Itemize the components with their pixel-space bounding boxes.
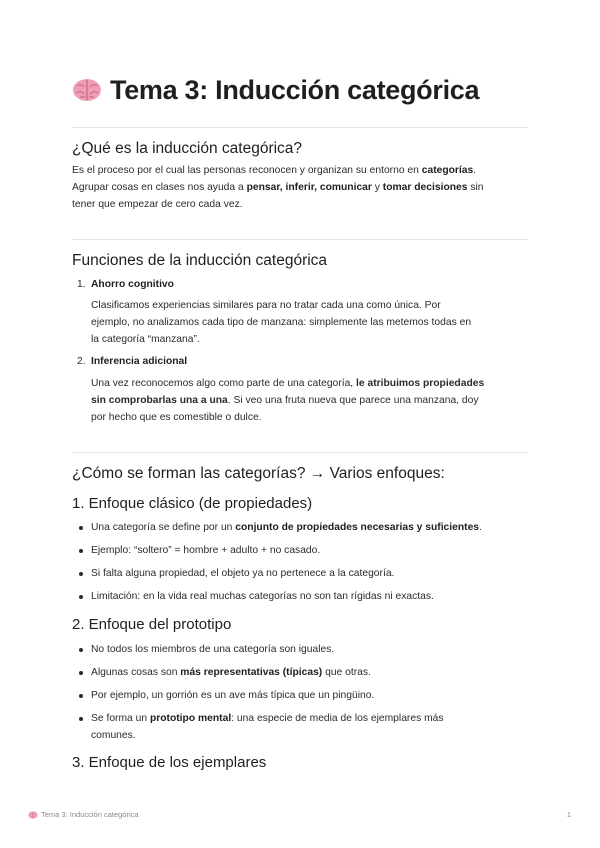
list-item-body: Una vez reconocemos algo como parte de una categoría, le atribuimos propiedades sin comprobarlas una a una. Si veo una fruta nueva que parece una manzana, doy por hecho que es comestible o dulce. <box>91 378 485 423</box>
page-title <box>72 72 528 108</box>
list-item: Por ejemplo, un gorrión es un ave más típica que un pingüino. <box>91 690 375 701</box>
brain-icon <box>72 78 102 102</box>
subsection-heading-clasico: 1. Enfoque clásico (de propiedades) <box>72 495 313 512</box>
paragraph: Es el proceso por el cual las personas reconocen y organizan su entorno en categorías. <box>72 165 477 176</box>
list-item: Limitación: en la vida real muchas categorías no son tan rígidas ni exactas. <box>91 591 434 602</box>
bullet <box>79 595 83 599</box>
bullet <box>79 648 83 652</box>
paragraph: Agrupar cosas en clases nos ayuda a pensar, inferir, comunicar y tomar decisiones sin <box>72 182 484 193</box>
subsection-heading-prototipo: 2. Enfoque del prototipo <box>72 616 232 633</box>
brain-icon <box>28 811 38 819</box>
section-heading-que-es: ¿Qué es la inducción categórica? <box>72 140 303 157</box>
section-heading-funciones: Funciones de la inducción categórica <box>72 252 328 269</box>
list-item: Algunas cosas son más representativas (típicas) que otras. <box>91 667 371 678</box>
list-item-title: Ahorro cognitivo <box>91 279 174 290</box>
bullet <box>79 526 83 530</box>
list-item: Se forma un prototipo mental: una especie de media de los ejemplares más comunes. <box>91 713 444 741</box>
bullet <box>79 694 83 698</box>
list-item: Una categoría se define por un conjunto de propiedades necesarias y suficientes. <box>91 522 482 533</box>
list-item-title: Inferencia adicional <box>91 356 188 367</box>
bullet <box>79 549 83 553</box>
list-item: Si falta alguna propiedad, el objeto ya no pertenece a la categoría. <box>91 568 395 579</box>
divider <box>72 452 528 453</box>
list-item: No todos los miembros de una categoría son iguales. <box>91 644 335 655</box>
divider <box>72 127 528 128</box>
list-number: 2. <box>77 356 86 367</box>
footer-title: Tema 3: Inducción categórica <box>41 810 139 819</box>
divider <box>72 239 528 240</box>
list-number: 1. <box>77 279 86 290</box>
bullet <box>79 572 83 576</box>
bullet <box>79 671 83 675</box>
page-footer <box>28 810 139 819</box>
list-item: Ejemplo: “soltero” = hombre + adulto + no casado. <box>91 545 321 556</box>
page-number: 1 <box>566 810 571 819</box>
section-heading-como-se-forman: ¿Cómo se forman las categorías? → Varios enfoques: <box>72 465 445 482</box>
subsection-heading-ejemplares: 3. Enfoque de los ejemplares <box>72 754 267 771</box>
paragraph: tener que empezar de cero cada vez. <box>72 199 243 210</box>
list-item-body: Clasificamos experiencias similares para no tratar cada una como única. Por ejemplo, no analizamos cada tipo de manzana: simplemente las metemos todas en la categoría “manzana”. <box>91 300 472 345</box>
bullet <box>79 717 83 721</box>
page-title-text: Tema 3: Inducción categórica <box>110 74 480 105</box>
